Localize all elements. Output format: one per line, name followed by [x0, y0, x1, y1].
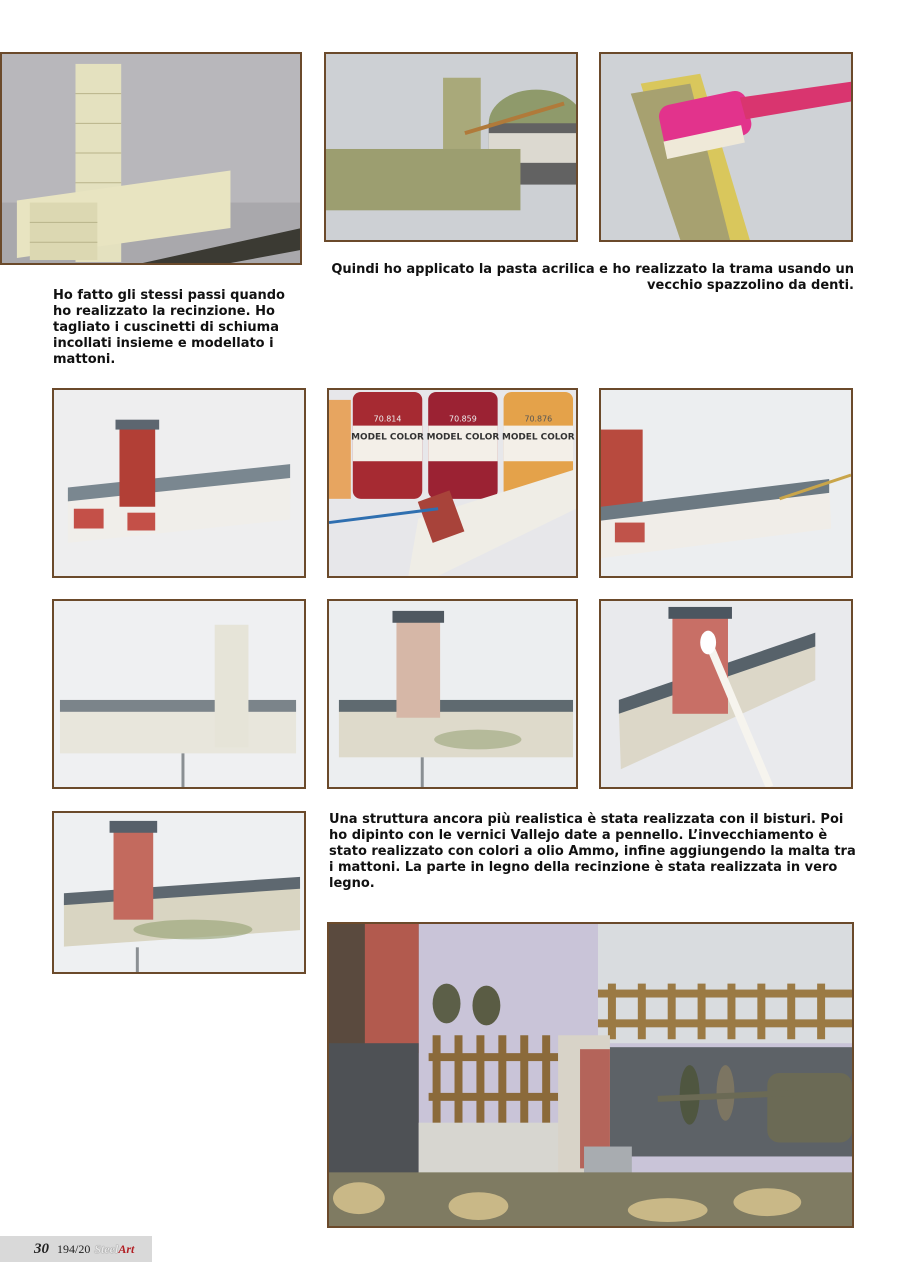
photo-weathered-wall: [327, 599, 578, 789]
paint-code: 70.876: [524, 414, 553, 424]
paint-label: MODEL COLOR: [426, 432, 500, 443]
logo-accent: Art: [118, 1241, 135, 1256]
paint-label: MODEL COLOR: [501, 432, 575, 443]
page-number: 30: [34, 1240, 49, 1257]
issue-number: 194/20: [57, 1241, 91, 1256]
photo-finished-section: [52, 811, 306, 974]
photo-cotton-swab: [599, 599, 853, 789]
paint-label: MODEL COLOR: [351, 432, 424, 443]
photo-painted-wall: [52, 388, 306, 578]
logo-main: Steel: [94, 1241, 119, 1256]
photo-acrylic-paste: [324, 52, 578, 242]
caption-step3: Una struttura ancora più realistica è stata realizzata con il bisturi. Poi ho dipinto con le vernici Vallejo date a pennello. L’invecchiamento è stato realizzato con colori a olio Ammo, infine aggiungendo la malta tra i mattoni. La parte in legno della recinzione è stata realizzata in vero legno.: [329, 812, 856, 891]
photo-paint-bottles: [327, 388, 578, 578]
paint-code: 70.814: [373, 414, 402, 424]
photo-scalpel-detail: [599, 388, 853, 578]
magazine-logo: [94, 1242, 134, 1257]
caption-step2: Quindi ho applicato la pasta acrilica e ho realizzato la trama usando un vecchio spazzolino da denti.: [331, 262, 854, 293]
photo-primed-wall: [52, 599, 306, 789]
photo-diorama: [327, 922, 854, 1228]
photo-toothbrush: [599, 52, 853, 242]
page-footer: [0, 1236, 152, 1262]
caption-step1: Ho fatto gli stessi passi quando ho realizzato la recinzione. Ho tagliato i cuscinetti di schiuma incollati insieme e modellato i mattoni.: [53, 288, 285, 367]
photo-foam-wall-ruler: [0, 52, 302, 265]
paint-code: 70.859: [449, 414, 477, 424]
